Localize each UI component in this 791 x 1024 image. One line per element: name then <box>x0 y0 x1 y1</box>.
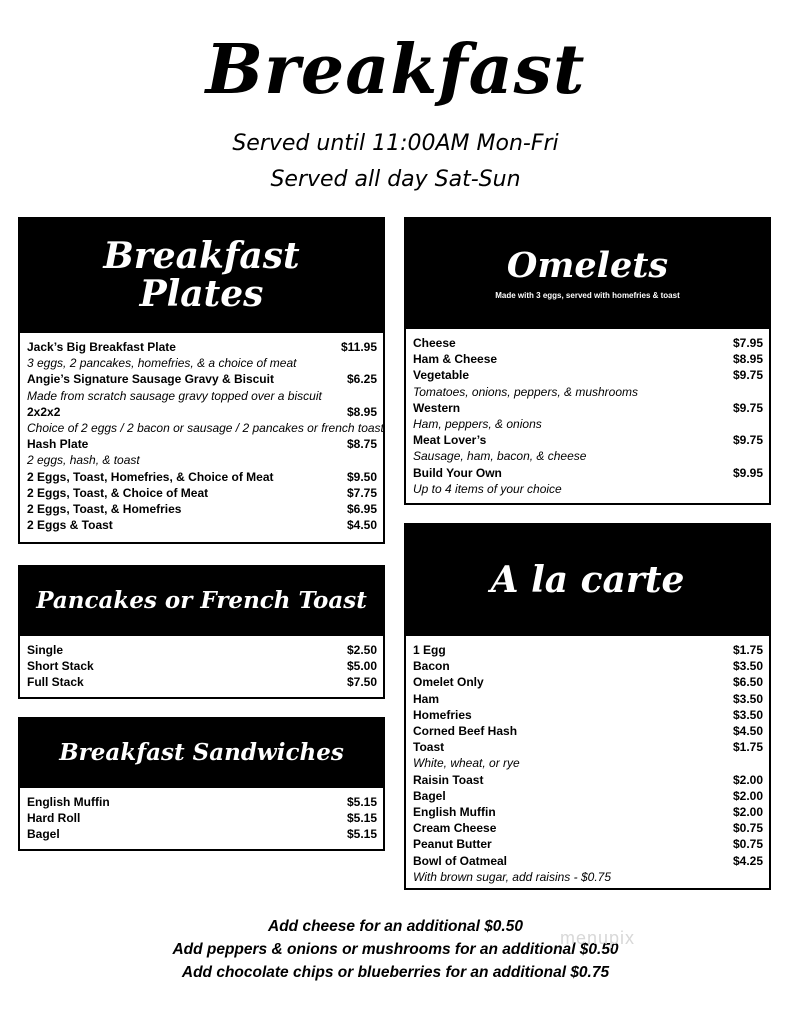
menu-item-price: $7.50 <box>346 675 377 690</box>
menu-item-price: $11.95 <box>340 340 377 354</box>
menu-item-name: Cream Cheese <box>413 821 497 836</box>
menu-item-name: Ham & Cheese <box>413 352 498 367</box>
menu-item <box>413 642 763 658</box>
menu-item-name: English Muffin <box>413 805 496 820</box>
menu-item-name: 2 Eggs, Toast, Homefries, & Choice of Meat <box>27 469 274 484</box>
section-title: A la carte <box>490 558 685 601</box>
menu-item <box>413 691 763 707</box>
breakfast-plates-header <box>20 219 383 333</box>
menu-item <box>27 794 377 810</box>
menu-item <box>413 739 763 755</box>
sandwiches-header <box>20 719 383 788</box>
menu-item-price: $1.75 <box>732 740 763 755</box>
section-title: Plates <box>139 273 264 315</box>
menu-item-name: Vegetable <box>413 368 470 383</box>
menu-item-description: Made from scratch sausage gravy topped over a biscuit <box>27 388 322 403</box>
menu-item-price: $6.50 <box>732 675 763 690</box>
menu-item-price: $7.75 <box>346 485 377 500</box>
menu-item-description: Choice of 2 eggs / 2 bacon or sausage / 2 pancakes or french toast <box>27 421 384 436</box>
section-title: Omelets <box>506 245 669 287</box>
pancakes-header <box>20 567 383 636</box>
menu-item <box>27 371 377 387</box>
menu-item-name: English Muffin <box>27 795 110 809</box>
menu-item-name: Western <box>413 400 461 415</box>
menu-item-description: 3 eggs, 2 pancakes, homefries, & a choice of meat <box>27 356 297 371</box>
footer-note-chips: Add chocolate chips or blueberries for an additional $0.75 <box>181 964 610 981</box>
menu-item-price: $3.50 <box>732 707 763 722</box>
watermark: menupix <box>560 928 636 948</box>
menu-item-price: $2.50 <box>346 643 377 657</box>
menu-item <box>27 469 377 485</box>
menu-item <box>27 501 377 517</box>
menu-item-name: Jack’s Big Breakfast Plate <box>27 340 176 354</box>
menu-item-price: $2.00 <box>732 805 763 820</box>
footer-note-veggies: Add peppers & onions or mushrooms for an additional $0.50 <box>172 941 619 958</box>
menu-item <box>413 351 763 367</box>
menu-item <box>27 436 377 452</box>
menu-item <box>413 367 763 383</box>
menu-item <box>413 804 763 820</box>
menu-item <box>413 400 763 416</box>
menu-item-name: Hash Plate <box>27 437 89 452</box>
menu-item-name: Raisin Toast <box>413 772 484 787</box>
menu-item-name: 2x2x2 <box>27 404 61 419</box>
menu-item-name: Peanut Butter <box>413 837 492 852</box>
omelets-section <box>404 217 771 505</box>
menu-item <box>27 674 377 690</box>
menu-item-name: Bagel <box>27 827 60 842</box>
menu-item-description: Tomatoes, onions, peppers, & mushrooms <box>413 384 639 399</box>
menu-item-price: $4.50 <box>346 518 377 533</box>
menu-item-price: $9.95 <box>732 465 763 480</box>
section-title: Breakfast Sandwiches <box>59 739 344 767</box>
menu-item-description: Sausage, ham, bacon, & cheese <box>413 449 587 464</box>
menu-item-name: Build Your Own <box>413 465 502 480</box>
menu-item-name: Omelet Only <box>413 675 484 690</box>
menu-item-name: 2 Eggs, Toast, & Homefries <box>27 502 182 517</box>
menu-item <box>413 853 763 869</box>
menu-item-price: $4.25 <box>732 853 763 868</box>
menu-item <box>413 836 763 852</box>
menu-item <box>27 517 377 533</box>
alacarte-list <box>406 636 769 885</box>
menu-item-price: $8.75 <box>346 437 377 452</box>
alacarte-section <box>404 523 771 890</box>
hours-weekday: Served until 11:00AM Mon-Fri <box>232 131 559 156</box>
menu-item-price: $1.75 <box>732 643 763 657</box>
menu-item-price: $8.95 <box>346 404 377 419</box>
section-title: Breakfast <box>103 235 300 278</box>
menu-item <box>413 820 763 836</box>
menu-item-name: Toast <box>413 740 445 755</box>
menu-item-name: 1 Egg <box>413 643 446 657</box>
menu-item-price: $0.75 <box>732 837 763 852</box>
menu-item-price: $4.50 <box>732 724 763 739</box>
breakfast-plates-section <box>18 217 385 544</box>
menu-item <box>27 658 377 674</box>
sandwiches-section <box>18 717 385 851</box>
menu-item-name: Single <box>27 643 64 657</box>
menu-item-description: Ham, peppers, & onions <box>413 417 542 432</box>
menu-item-price: $2.00 <box>732 772 763 787</box>
menu-item-price: $9.75 <box>732 400 763 415</box>
menu-item-price: $9.75 <box>732 368 763 383</box>
omelets-header <box>406 219 769 329</box>
footer-note-cheese: Add cheese for an additional $0.50 <box>268 918 523 935</box>
menu-item <box>413 788 763 804</box>
pancakes-section <box>18 565 385 699</box>
menu-item <box>413 432 763 448</box>
menu-item-price: $5.15 <box>346 795 377 809</box>
menu-item-price: $2.00 <box>732 788 763 803</box>
menu-item <box>27 485 377 501</box>
sandwiches-list <box>20 788 383 843</box>
menu-item <box>413 723 763 739</box>
menu-item-name: Bacon <box>413 659 450 674</box>
menu-item <box>413 674 763 690</box>
menu-item-name: Meat Lover’s <box>413 433 487 448</box>
pancakes-list <box>20 636 383 691</box>
omelets-list <box>406 329 769 497</box>
menu-item-price: $5.00 <box>346 659 377 674</box>
menu-item-price: $5.15 <box>346 827 377 842</box>
menu-item-name: Hard Roll <box>27 811 81 826</box>
menu-item <box>27 810 377 826</box>
menu-item-name: Cheese <box>413 336 456 350</box>
menu-item-name: Full Stack <box>27 675 84 690</box>
menu-item <box>413 465 763 481</box>
hours-weekend: Served all day Sat-Sun <box>270 167 521 192</box>
menu-item-price: $8.95 <box>732 352 763 367</box>
menu-item <box>413 772 763 788</box>
menu-item-name: 2 Eggs & Toast <box>27 518 113 533</box>
menu-item-price: $6.95 <box>346 502 377 517</box>
menu-item-name: Bowl of Oatmeal <box>413 853 508 868</box>
menu-item-name: Angie’s Signature Sausage Gravy & Biscuit <box>27 372 274 387</box>
menu-item-name: Ham <box>413 691 440 706</box>
menu-item-price: $3.50 <box>732 691 763 706</box>
menu-item-name: 2 Eggs, Toast, & Choice of Meat <box>27 485 209 500</box>
menu-item-price: $5.15 <box>346 811 377 826</box>
menu-item <box>27 339 377 355</box>
menu-item-price: $7.95 <box>732 336 763 350</box>
menu-item-price: $6.25 <box>346 372 377 387</box>
menu-item-name: Short Stack <box>27 659 94 674</box>
menu-item-name: Corned Beef Hash <box>413 724 518 739</box>
menu-item-price: $3.50 <box>732 659 763 674</box>
menu-item <box>413 335 763 351</box>
menu-item-name: Bagel <box>413 788 446 803</box>
menu-item-description: 2 eggs, hash, & toast <box>27 453 140 468</box>
menu-item <box>27 404 377 420</box>
menu-item <box>413 707 763 723</box>
page-title: Breakfast <box>205 30 586 110</box>
breakfast-plates-list <box>20 333 383 533</box>
section-title: Pancakes or French Toast <box>36 587 367 615</box>
menu-item-description: White, wheat, or rye <box>413 756 520 771</box>
section-note: Made with 3 eggs, served with homefries & toast <box>495 290 680 300</box>
menu-item <box>27 826 377 842</box>
menu-item <box>27 642 377 658</box>
menu-item <box>413 658 763 674</box>
alacarte-header <box>406 525 769 636</box>
menu-item-price: $0.75 <box>732 821 763 836</box>
menu-item-description: With brown sugar, add raisins - $0.75 <box>413 869 611 884</box>
menu-item-price: $9.50 <box>346 469 377 484</box>
menu-item-name: Homefries <box>413 707 472 722</box>
menu-item-price: $9.75 <box>732 433 763 448</box>
menu-item-description: Up to 4 items of your choice <box>413 481 562 496</box>
